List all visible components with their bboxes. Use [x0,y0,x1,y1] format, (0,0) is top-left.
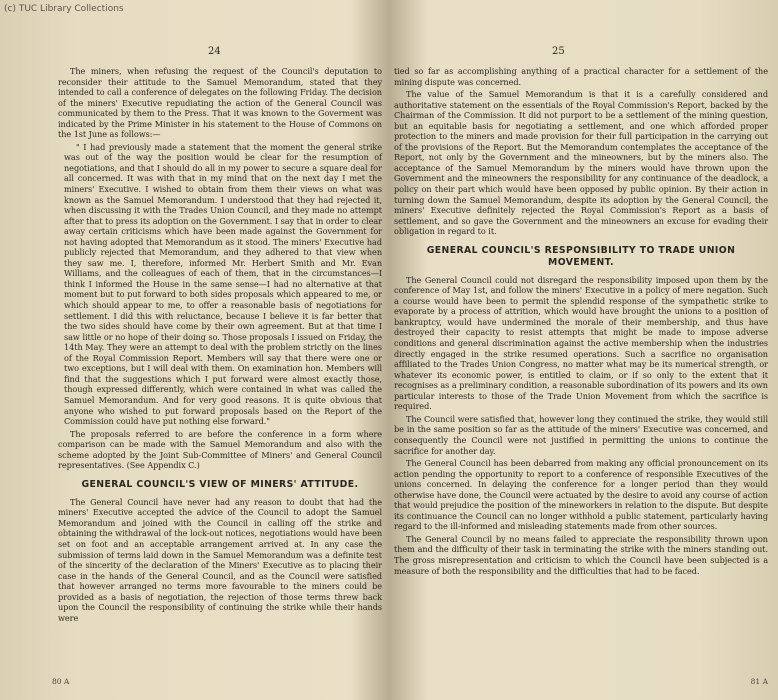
right-paragraph-1: tied so far as accomplishing anything of a practical character for a settlement of the mining dispute was concerned. [394,66,768,87]
left-paragraph-3: The General Council have never had any reason to doubt that had the miners' Executive accepted the advice of the Council to adopt the Samuel Memorandum and joined with the Council in calling off the strike and obtaining the withdrawal of the lock-out notices, negotiations would have been set on foot and an acceptable arrangement arrived at. In any case the submission of terms laid down in the Samuel Memorandum was a definite test of the sincerity of the declaration of the Miners' Executive as to placing their case in the hands of the General Council, and as the Council were satisfied that however arranged no terms more favourable to the miners could be provided as a basis of negotiation, the rejection of those terms threw back upon the Council the responsibility of continuing the strike while their hands were [58,496,382,623]
left-section-heading: GENERAL COUNCIL'S VIEW OF MINERS' ATTITUDE. [81,478,359,490]
right-page-number: 25 [552,46,565,57]
right-paragraph-4: The Council were satisfied that, however long they continued the strike, they would still be in the same position so far as the attitude of the miners' Executive was concerned, and consequently the Council were not justified in permitting the unions to continue the sacrifice for another day. [394,413,768,456]
watermark: (c) TUC Library Collections [4,4,124,14]
prime-minister-quote: " I had previously made a statement that the moment the general strike was out of the way the position would be clear for the resumption of negotiations, and that I should do all in my power to secure a square deal for all concerned. It was with that in my mind that on the next day I met the miners' Executive. I wished to obtain from them their views on what was known as the Samuel Memorandum. I understood that they had rejected it, when discussing it with the Trades Union Council, and they made no attempt after that to press its adoption on the Government. I say that in order to clear away certain criticisms which have been made against the Government for not having adopted that Memorandum as it stood. The miners' Executive had publicly rejected that Memorandum, and they adhered to that view when they saw me. I, therefore, informed Mr. Herbert Smith and Mr. Evan Williams, and the colleagues of each of them, that in the circumstances—I think I informed the House in the same sense—I had no alternative at that moment but to put forward to both sides proposals which appeared to me, or which should appear to me, to offer a reasonable basis of negotiations for settlement. I did this with reluctance, because I believe it is far better that the two sides should have come by their own agreement. But at that time I saw little or no hope of their doing so. Those proposals I issued on Friday, the 14th May. They were an attempt to deal with the problem strictly on the lines of the Royal Commission Report. Members will say that there were one or two exceptions, but I will deal with them. On examination hon. Members will find that the suggestions which I put forward were almost exactly those, though expressed differently, which were contained in what was called the Samuel Memorandum. And for very good reasons. It is quite obvious that anyone who wished to put forward proposals based on the Report of the Commission could have put nothing else forward." [64,141,382,427]
left-page-footer: 80 A [52,677,70,686]
right-paragraph-5: The General Council has been debarred from making any official pronouncement on its action pending the opportunity to report to a conference of responsible Executives of the unions concerned. In delaying the conference for a longer period than they would otherwise have done, the Council were actuated by the desire to avoid any course of action that would prejudice the position of the mineworkers in relation to the dispute. But despite its continuance the Council can no longer withhold a public statement, particularly having regard to the ill-informed and misleading statements made from other sources. [394,458,768,532]
left-page-number: 24 [208,46,221,57]
right-page-footer: 81 A [750,677,768,686]
right-paragraph-3: The General Council could not disregard the responsibility imposed upon them by the conference of May 1st, and follow the miners' Executive in a policy of mere negation. Such a course would have been to permit the splendid response of the sympathetic strike to evaporate by a process of attrition, which would have brought the unions to a position of bankruptcy, would have undermined the morale of their membership, and thus have destroyed their capacity to resist attempts that might be made to impose adverse conditions and general discrimination against the active membership when the industries directly engaged in the strike resumed operations. Such a sacrifice no organisation affiliated to the Trades Union Congress, no matter what may be its numerical strength, or whatever its economic power, is entitled to claim, or if so only to the extent that it recognises as a preliminary condition, a reasonable subordination of its powers and its own particular interests to those of the Trade Union Movement from which the sacrifice is required. [394,274,768,412]
left-paragraph-1: The miners, when refusing the request of the Council's deputation to reconsider their attitude to the Samuel Memorandum, stated that they intended to call a conference of delegates on the following Friday. The decision of the miners' Executive repudiating the action of the General Council was communicated by them to the Press. That it was known to the Goverment was indicated by the Prime Minister in his statement to the House of Commons on the 1st June as follows:— [58,66,382,140]
left-text-column [58,66,382,625]
left-page [0,0,386,700]
right-paragraph-2: The value of the Samuel Memorandum is that it is a carefully considered and authoritative statement on the essentials of the Royal Commission's Report, backed by the Chairman of the Commission. It did not purport to be a settlement of the mining question, but an equitable basis for negotiating a settlement, and one which afforded proper protection to the miners and made provision for their full participation in the carrying out of the provisions of the Report. But the Memorandum contemplates the acceptance of the Report, not only by the Government and the mineowners, but by the miners also. The acceptance of the Samuel Memorandum by the miners would have thrown upon the Government and the mineowners the responsibility for any continuance of the deadlock, a policy on their part which would have been opposed by public opinion. By their action in turning down the Samuel Memorandum, despite its adoption by the General Council, the miners' Executive definitely rejected the Royal Commission's Report as a basis of settlement, and so gave the Government and the mineowners an excuse for evading their obligation in regard to it. [394,89,768,237]
right-paragraph-6: The General Council by no means failed to appreciate the responsibility thrown upon them and the difficulty of their task in terminating the strike with the miners standing out. The gross misrepresentation and criticism to which the Council have been subjected is a measure of both the responsibility and the difficulties that had to be faced. [394,533,768,576]
left-paragraph-2: The proposals referred to are before the conference in a form where comparison can be made with the Samuel Memorandum and also with the scheme adopted by the Joint Sub-Committee of Miners' and General Council representatives. (See Appendix C.) [58,428,382,471]
right-section-heading: GENERAL COUNCIL'S RESPONSIBILITY TO TRADE UNION MOVEMENT. [426,244,736,268]
right-text-column [394,66,768,578]
right-page [392,0,778,700]
